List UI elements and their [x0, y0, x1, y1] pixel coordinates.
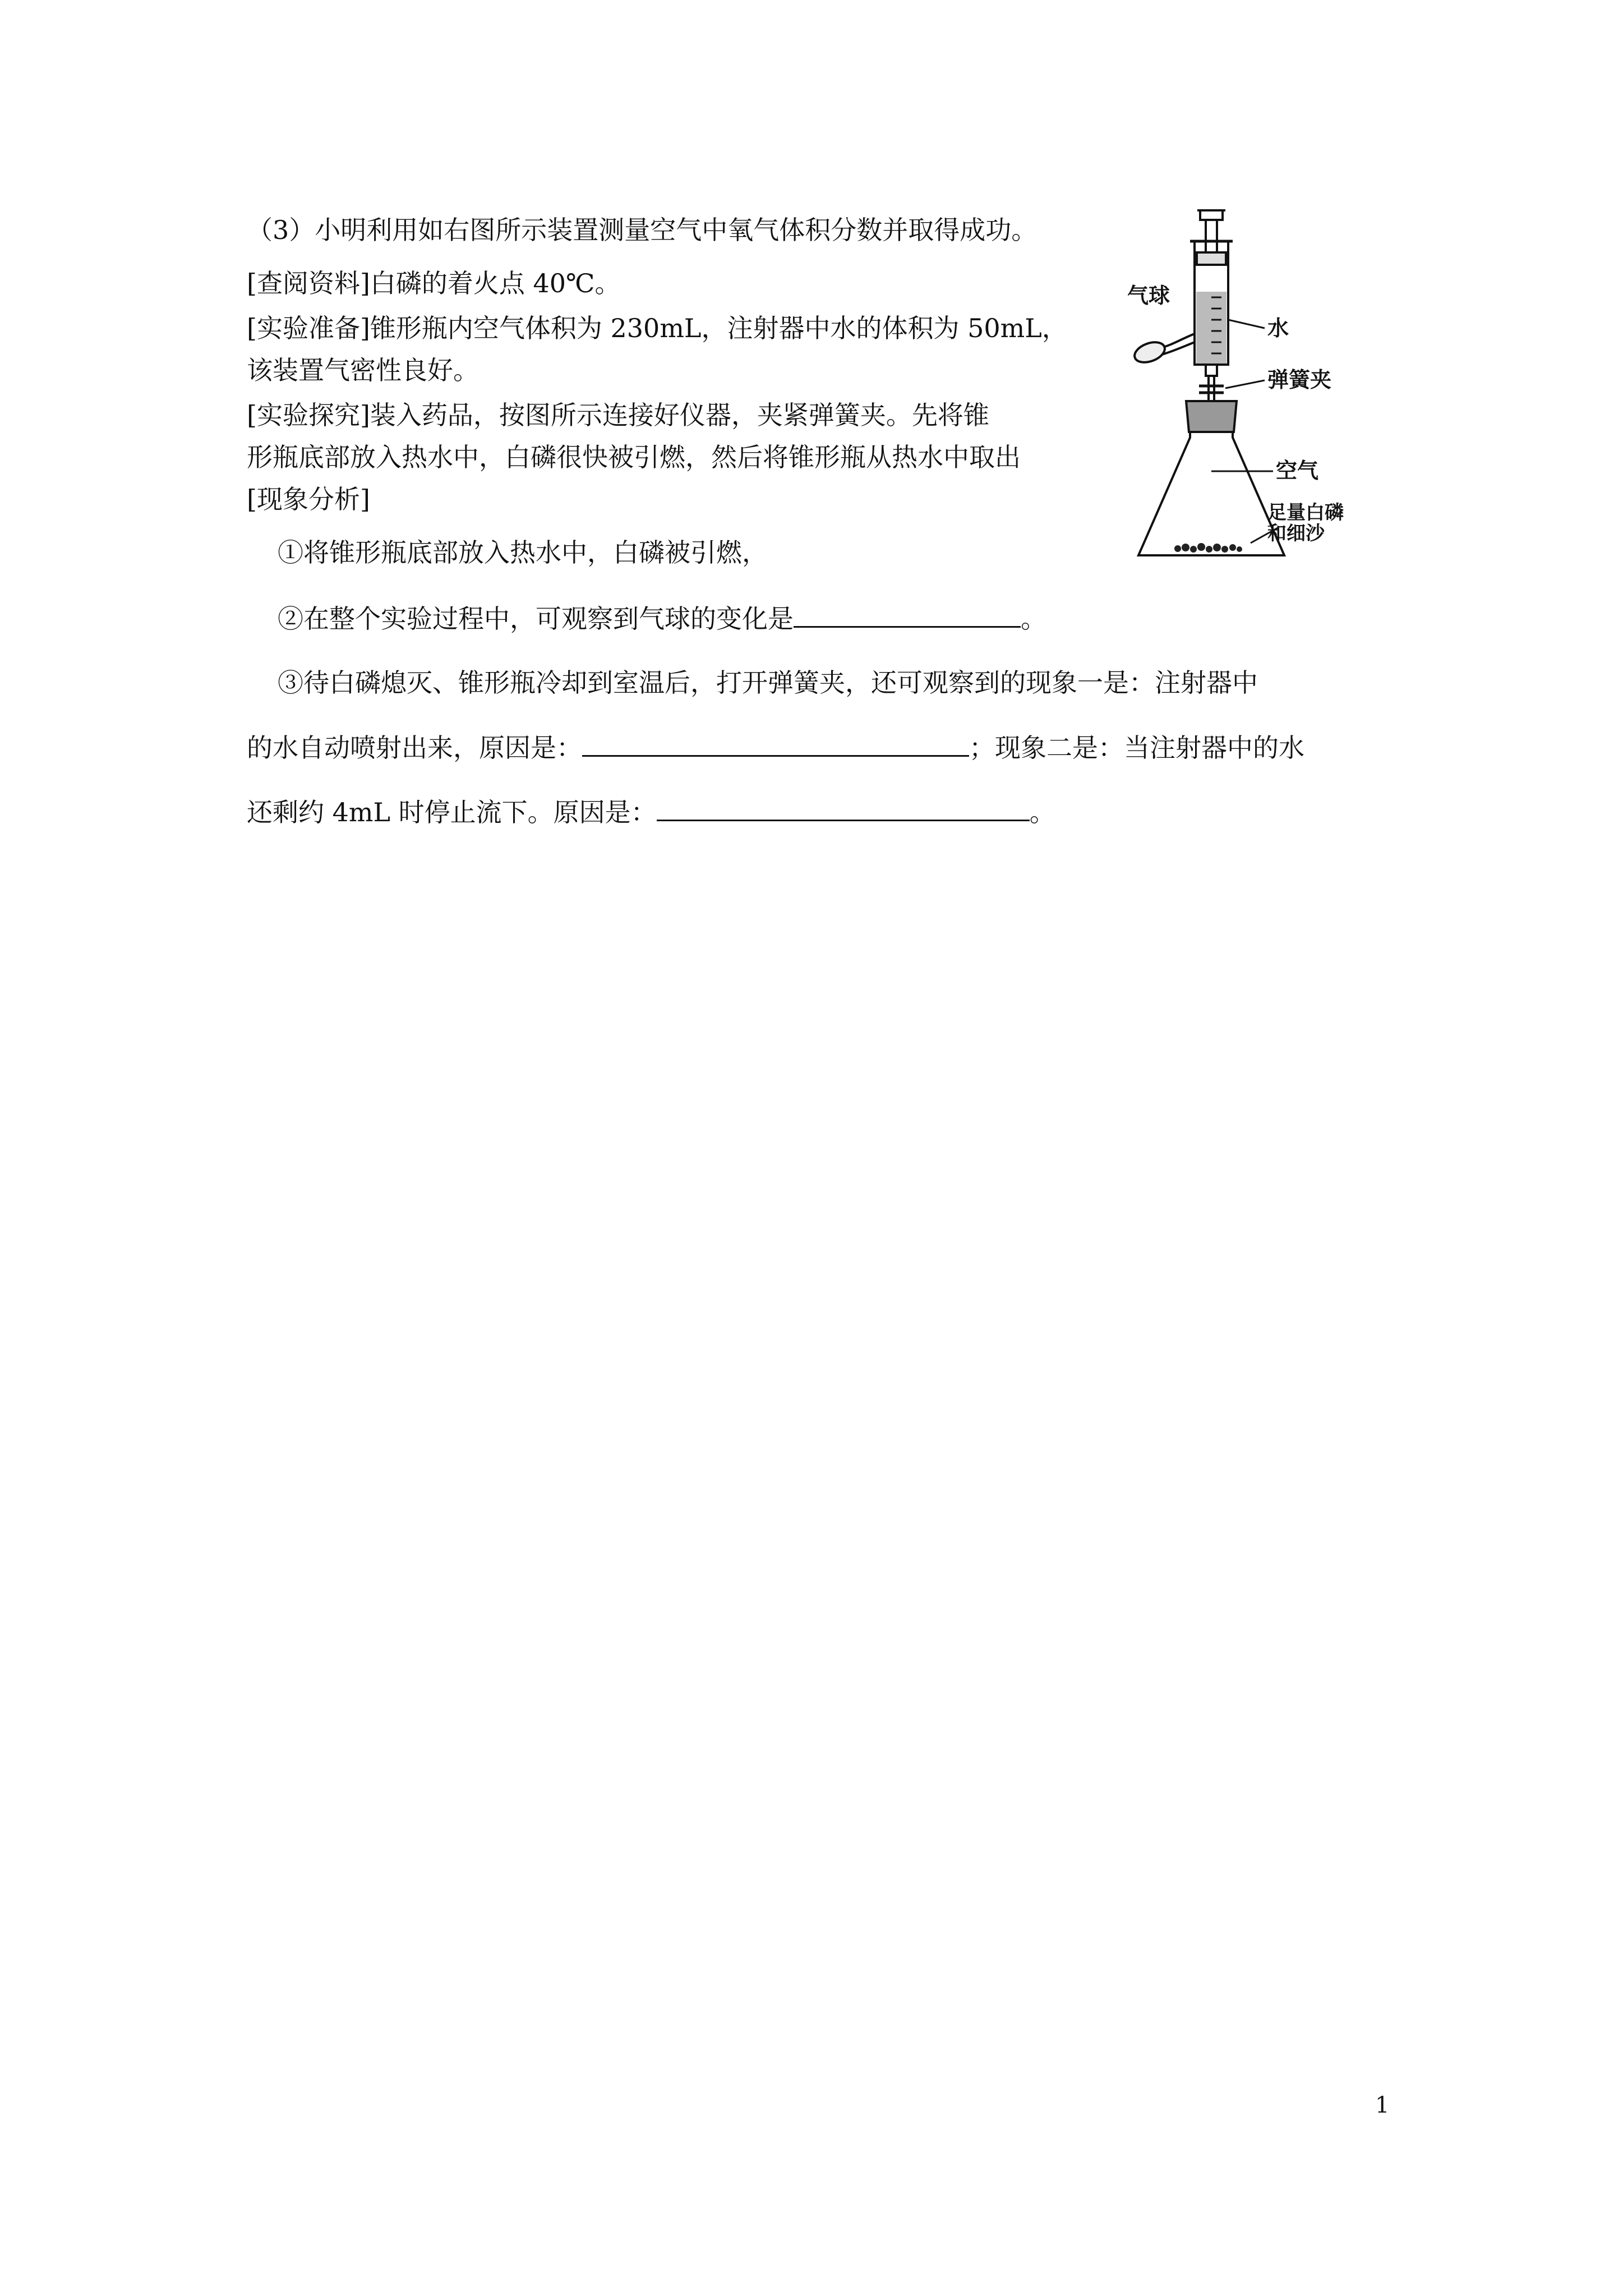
label-water: 水 [1267, 316, 1289, 341]
analysis-item-2-text: ②在整个实验过程中，可观察到气球的变化是 [278, 604, 794, 634]
answer-blank-balloon[interactable] [794, 601, 1021, 628]
label-air: 空气 [1276, 458, 1319, 483]
label-phosphorus-2: 和细沙 [1267, 522, 1325, 545]
analysis-item-3-end [247, 795, 1055, 829]
analysis-item-3: ③待白磷熄灭、锥形瓶冷却到室温后，打开弹簧夹，还可观察到的现象一是：注射器中 [278, 668, 1258, 698]
analysis-item-3-cont [247, 730, 1304, 765]
analysis-item-3-reason-2-text: 还剩约 4mL 时停止流下。原因是： [247, 797, 657, 827]
experiment-preparation-cont: 该装置气密性良好。 [247, 355, 479, 385]
analysis-item-2-end: 。 [1021, 604, 1046, 634]
analysis-item-1: ①将锥形瓶底部放入热水中，白磷被引燃， [278, 537, 768, 568]
label-phosphorus-1: 足量白磷 [1267, 501, 1344, 524]
experiment-preparation: [实验准备]锥形瓶内空气体积为 230mL，注射器中水的体积为 50mL， [247, 313, 1068, 343]
answer-blank-reason-2[interactable] [657, 795, 1030, 821]
page-number: 1 [1375, 2092, 1390, 2118]
experiment-procedure-cont: 形瓶底部放入热水中，白磷很快被引燃，然后将锥形瓶从热水中取出 [247, 442, 1021, 472]
analysis-item-2 [278, 601, 1046, 636]
analysis-item-3-end-mark: 。 [1029, 797, 1055, 827]
experiment-procedure: [实验探究]装入药品，按图所示连接好仪器，夹紧弹簧夹。先将锥 [247, 400, 989, 430]
question-intro: （3）小明利用如右图所示装置测量空气中氧气体积分数并取得成功。 [247, 215, 1038, 245]
apparatus-diagram [1127, 208, 1396, 567]
answer-blank-reason-1[interactable] [582, 730, 969, 757]
phenomenon-analysis-heading: [现象分析] [247, 484, 370, 514]
label-balloon: 气球 [1127, 283, 1170, 308]
analysis-item-3-phenomenon-2: ；现象二是：当注射器中的水 [969, 733, 1304, 763]
analysis-item-3-reason-text: 的水自动喷射出来，原因是： [247, 733, 582, 763]
label-clamp: 弹簧夹 [1267, 367, 1332, 392]
reference-info: [查阅资料]白磷的着火点 40℃。 [247, 268, 621, 298]
